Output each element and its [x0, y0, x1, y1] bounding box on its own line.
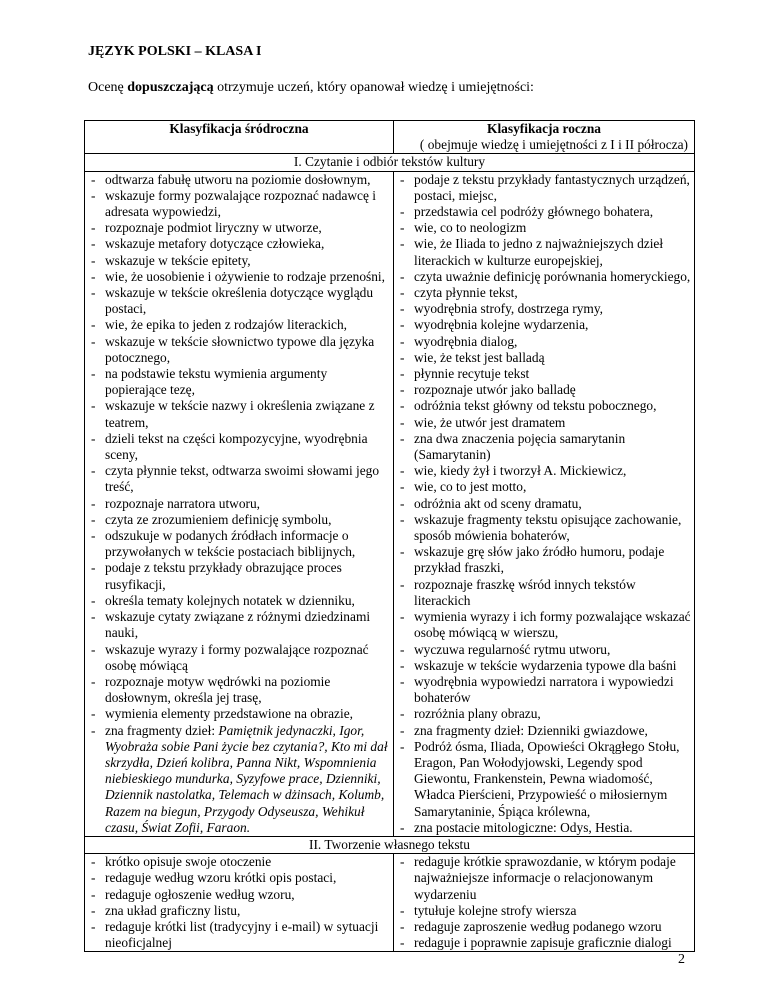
section1-title-row [85, 154, 695, 171]
section2-left-list [87, 854, 391, 951]
list-item: - na podstawie tekstu wymienia argumenty popierające tezę, [87, 366, 391, 398]
list-item: - wskazuje formy pozwalające rozpoznać nadawcę i adresata wypowiedzi, [87, 188, 391, 220]
list-item: - zna postacie mitologiczne: Odys, Hestia. [396, 820, 692, 836]
list-item: - zna układ graficzny listu, [87, 903, 391, 919]
list-item: - odróżnia tekst główny od tekstu pobocznego, [396, 398, 692, 414]
intro-after: otrzymuje uczeń, który opanował wiedzę i umiejętności: [213, 80, 534, 95]
list-item: - wskazuje w tekście określenia dotyczące wyglądu postaci, [87, 285, 391, 317]
list-item: - wskazuje w tekście wydarzenia typowe dla baśni [396, 658, 692, 674]
section1-title: I. Czytanie i odbiór tekstów kultury [85, 154, 695, 171]
list-item: - wyodrębnia dialog, [396, 334, 692, 350]
intro-before: Ocenę [88, 80, 128, 95]
list-item: - rozpoznaje podmiot liryczny w utworze, [87, 220, 391, 236]
list-item: - wskazuje wyrazy i formy pozwalające rozpoznać osobę mówiącą [87, 642, 391, 674]
section2-title: II. Tworzenie własnego tekstu [85, 836, 695, 853]
list-item: - określa tematy kolejnych notatek w dzienniku, [87, 593, 391, 609]
list-item: - czyta płynnie tekst, odtwarza swoimi słowami jego treść, [87, 463, 391, 495]
list-item: - wskazuje w tekście nazwy i określenia związane z teatrem, [87, 398, 391, 430]
list-item: - podaje z tekstu przykłady obrazujące proces rusyfikacji, [87, 560, 391, 592]
section1-left-cell [85, 171, 394, 836]
list-item: - redaguje krótki list (tradycyjny i e-mail) w sytuacji nieoficjalnej [87, 919, 391, 951]
requirements-table [84, 120, 695, 952]
list-item: - rozpoznaje motyw wędrówki na poziomie dosłownym, określa jej trasę, [87, 674, 391, 706]
list-item: - dzieli tekst na części kompozycyjne, wyodrębnia sceny, [87, 431, 391, 463]
table-header-row [85, 121, 695, 154]
list-item: - rozróżnia plany obrazu, [396, 706, 692, 722]
list-item: - redaguje według wzoru krótki opis postaci, [87, 870, 391, 886]
list-item: - tytułuje kolejne strofy wiersza [396, 903, 692, 919]
header-right [394, 121, 695, 154]
list-item: - wymienia elementy przedstawione na obrazie, [87, 706, 391, 722]
list-item: - rozpoznaje utwór jako balladę [396, 382, 692, 398]
list-item: - zna fragmenty dzieł: Dzienniki gwiazdowe, [396, 723, 692, 739]
list-item: - wie, że Iliada to jedno z najważniejszych dzieł literackich w kulturze europejskiej, [396, 236, 692, 268]
list-item-prefix: zna fragmenty dzieł: [105, 722, 219, 738]
intro-text [88, 80, 534, 96]
list-item: - podaje z tekstu przykłady fantastycznych urządzeń, postaci, miejsc, [396, 172, 692, 204]
list-item: - wskazuje w tekście epitety, [87, 253, 391, 269]
list-item [87, 723, 391, 836]
list-item: - czyta ze zrozumieniem definicję symbolu, [87, 512, 391, 528]
list-item: - płynnie recytuje tekst [396, 366, 692, 382]
list-item: - wskazuje cytaty związane z różnymi dziedzinami nauki, [87, 609, 391, 641]
section2-right-cell [394, 854, 695, 952]
header-left-label: Klasyfikacja śródroczna [169, 121, 309, 136]
list-item: - wyodrębnia kolejne wydarzenia, [396, 317, 692, 333]
list-item: - redaguje i poprawnie zapisuje graficznie dialogi [396, 935, 692, 951]
list-item: - czyta uważnie definicję porównania homeryckiego, [396, 269, 692, 285]
list-item: - wyodrębnia wypowiedzi narratora i wypowiedzi bohaterów [396, 674, 692, 706]
section2-row [85, 854, 695, 952]
list-item: - krótko opisuje swoje otoczenie [87, 854, 391, 870]
list-item: - wie, że epika to jeden z rodzajów literackich, [87, 317, 391, 333]
list-item: - Podróż ósma, Iliada, Opowieści Okrągłego Stołu, Eragon, Pan Wołodyjowski, Legendy spod Giewontu, Frankenstein, Pewna wiadomość, Władca Pierścieni, Przypowieść o miłosiernym Samarytaninie, Śpiąca królewna, [396, 739, 692, 820]
list-item: - wie, że utwór jest dramatem [396, 415, 692, 431]
section2-right-list [396, 854, 692, 951]
list-item: - wie, co to neologizm [396, 220, 692, 236]
list-item: - odróżnia akt od sceny dramatu, [396, 496, 692, 512]
section1-row [85, 171, 695, 836]
section2-title-row [85, 836, 695, 853]
intro-bold: dopuszczającą [127, 80, 214, 95]
header-left [85, 121, 394, 154]
header-right-label: Klasyfikacja roczna [487, 121, 601, 136]
page-title: JĘZYK POLSKI – KLASA I [88, 44, 262, 59]
list-item: - wyodrębnia strofy, dostrzega rymy, [396, 301, 692, 317]
list-item: - redaguje krótkie sprawozdanie, w którym podaje najważniejsze informacje o relacjonowanym wydarzeniu [396, 854, 692, 903]
list-item: - rozpoznaje fraszkę wśród innych tekstów literackich [396, 577, 692, 609]
list-item: - zna dwa znaczenia pojęcia samarytanin (Samarytanin) [396, 431, 692, 463]
list-item: - wie, kiedy żył i tworzył A. Mickiewicz, [396, 463, 692, 479]
list-item: - wie, że uosobienie i ożywienie to rodzaje przenośni, [87, 269, 391, 285]
list-item: - wymienia wyrazy i ich formy pozwalające wskazać osobę mówiącą w wierszu, [396, 609, 692, 641]
list-item: - czyta płynnie tekst, [396, 285, 692, 301]
page-number: 2 [678, 952, 685, 967]
list-item: - wie, że tekst jest balladą [396, 350, 692, 366]
list-item: - wskazuje fragmenty tekstu opisujące zachowanie, sposób mówienia bohaterów, [396, 512, 692, 544]
list-item: - przedstawia cel podróży głównego bohatera, [396, 204, 692, 220]
header-right-sub: ( obejmuje wiedzę i umiejętności z I i II półrocza) [419, 137, 688, 153]
list-item: - wskazuje grę słów jako źródło humoru, podaje przykład fraszki, [396, 544, 692, 576]
list-item: - wie, co to jest motto, [396, 479, 692, 495]
list-item: - wskazuje metafory dotyczące człowieka, [87, 236, 391, 252]
list-item-titles: Pamiętnik jedynaczki, Igor, Wyobraża sobie Pani życie bez czytania?, Kto mi dał skrzydła, Dzień kolibra, Panna Nikt, Wspomnienia niebieskiego mundurka, Syzyfowe prace, Dzienniki, Dziennik nastolatka, Telemach w dżinsach, Kolumb, Razem na biegun, Przygody Odyseusza, Wehikuł czasu, Świat Zofii, Faraon. [105, 722, 388, 835]
section1-right-cell [394, 171, 695, 836]
list-item: - wskazuje w tekście słownictwo typowe dla języka potocznego, [87, 334, 391, 366]
list-item: - wyczuwa regularność rytmu utworu, [396, 642, 692, 658]
list-item: - redaguje ogłoszenie według wzoru, [87, 887, 391, 903]
list-item: - redaguje zaproszenie według podanego wzoru [396, 919, 692, 935]
section2-left-cell [85, 854, 394, 952]
section1-left-list [87, 172, 391, 836]
list-item: - odtwarza fabułę utworu na poziomie dosłownym, [87, 172, 391, 188]
list-item: - odszukuje w podanych źródłach informacje o przywołanych w tekście postaciach biblijnych, [87, 528, 391, 560]
list-item: - rozpoznaje narratora utworu, [87, 496, 391, 512]
section1-right-list [396, 172, 692, 836]
